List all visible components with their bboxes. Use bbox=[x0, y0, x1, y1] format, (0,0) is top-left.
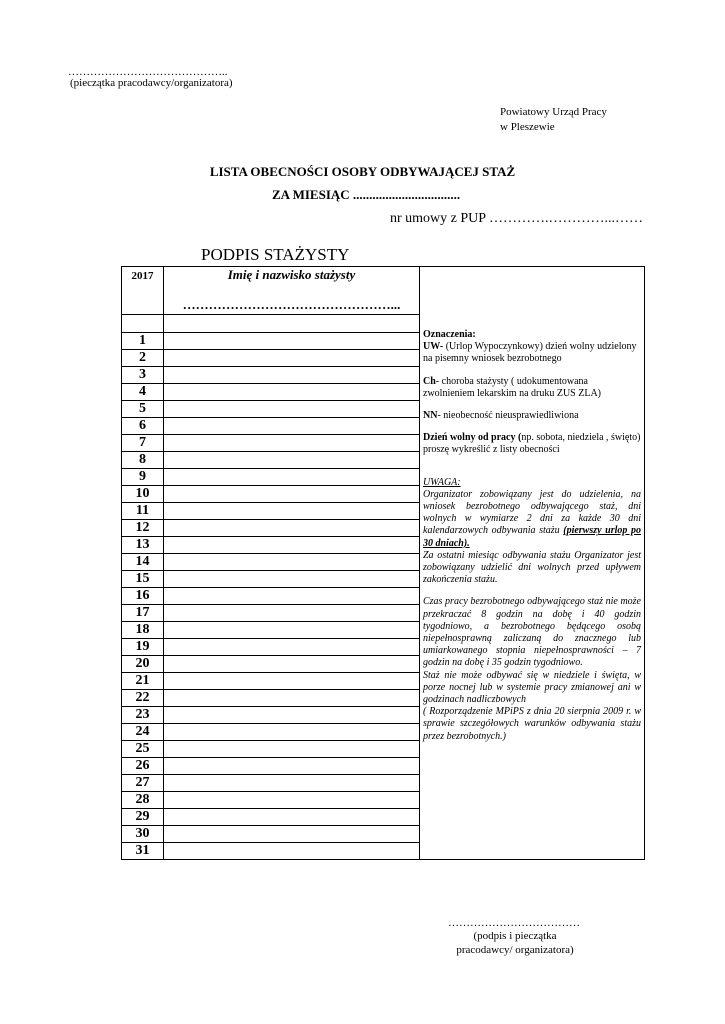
office-line1: Powiatowy Urząd Pracy bbox=[500, 106, 607, 118]
signature-cell[interactable] bbox=[164, 758, 420, 775]
day-number: 1 bbox=[122, 333, 164, 350]
day-number: 2 bbox=[122, 350, 164, 367]
signature-cell[interactable] bbox=[164, 486, 420, 503]
signature-cell[interactable] bbox=[164, 588, 420, 605]
note-leave: Organizator zobowiązany jest do udzielenia, na wniosek bezrobotnego odbywającego staż, dni wolnych w wymiarze 2 dni za każde 30 dni kalendarzowych odbywania stażu (pierwszy urlop po 30 dniach). bbox=[423, 488, 641, 549]
signature-label-line1: (podpis i pieczątka bbox=[473, 930, 557, 942]
signature-cell[interactable] bbox=[164, 503, 420, 520]
day-number: 24 bbox=[122, 724, 164, 741]
signature-cell[interactable] bbox=[164, 656, 420, 673]
day-number: 12 bbox=[122, 520, 164, 537]
day-number: 28 bbox=[122, 792, 164, 809]
day-number: 18 bbox=[122, 622, 164, 639]
signature-cell[interactable] bbox=[164, 826, 420, 843]
signature-label-line2: pracodawcy/ organizatora) bbox=[456, 944, 574, 956]
trainee-name-cell[interactable] bbox=[164, 267, 420, 315]
year-cell: 2017 bbox=[122, 267, 164, 315]
trainee-name-header: Imię i nazwisko stażysty bbox=[227, 267, 356, 282]
office-address bbox=[500, 105, 607, 135]
day-number: 17 bbox=[122, 605, 164, 622]
note-regulation: ( Rozporządzenie MPiPS z dnia 20 sierpnia 2009 r. w sprawie szczegółowych warunków odbywania stażu przez bezrobotnych.) bbox=[423, 706, 641, 742]
signature-cell[interactable] bbox=[164, 809, 420, 826]
signature-cell[interactable] bbox=[164, 639, 420, 656]
month-line: ZA MIESIĄC ................................. bbox=[272, 187, 461, 202]
signature-cell[interactable] bbox=[164, 401, 420, 418]
signature-cell[interactable] bbox=[164, 605, 420, 622]
day-number: 5 bbox=[122, 401, 164, 418]
day-number: 4 bbox=[122, 384, 164, 401]
signature-cell[interactable] bbox=[164, 537, 420, 554]
day-number: 9 bbox=[122, 469, 164, 486]
note-sunday: Staż nie może odbywać się w niedziele i święta, w porze nocnej lub w systemie pracy zmianowej ani w godzinach nadliczbowych bbox=[423, 669, 641, 706]
signature-dots: ……………………………… bbox=[448, 917, 580, 929]
signature-column-header: PODPIS STAŻYSTY bbox=[201, 245, 350, 264]
note-last-month: Za ostatni miesiąc odbywania stażu Organizator jest zobowiązany udzielić dni wolnych przed upływem zakończenia stażu. bbox=[423, 549, 641, 586]
signature-cell[interactable] bbox=[164, 741, 420, 758]
signature-cell[interactable] bbox=[164, 520, 420, 537]
note-uwaga-heading: UWAGA: bbox=[423, 476, 461, 488]
day-number: 22 bbox=[122, 690, 164, 707]
signature-label bbox=[440, 929, 590, 957]
day-number: 27 bbox=[122, 775, 164, 792]
attendance-table bbox=[121, 266, 645, 860]
day-number: 29 bbox=[122, 809, 164, 826]
day-number: 10 bbox=[122, 486, 164, 503]
note-hours: Czas pracy bezrobotnego odbywającego staż nie może przekraczać 8 godzin na dobę i 40 godzin tygodniowo, a bezrobotnego będącego osobą niepełnosprawną zaliczaną do znacznego lub umiarkowanego stopnia niepełnosprawności – 7 godzin na dobę i 35 godzin tygodniowo. bbox=[423, 596, 641, 669]
signature-cell[interactable] bbox=[164, 469, 420, 486]
signature-cell[interactable] bbox=[164, 843, 420, 860]
signature-cell[interactable] bbox=[164, 775, 420, 792]
day-number: 11 bbox=[122, 503, 164, 520]
signature-cell[interactable] bbox=[164, 554, 420, 571]
legend-free-day: Dzień wolny od pracy (np. sobota, niedziela , święto) proszę wykreślić z listy obecności bbox=[423, 432, 641, 456]
signature-cell[interactable] bbox=[164, 350, 420, 367]
day-number: 13 bbox=[122, 537, 164, 554]
day-number: 8 bbox=[122, 452, 164, 469]
signature-cell[interactable] bbox=[164, 452, 420, 469]
signature-cell[interactable] bbox=[164, 435, 420, 452]
day-number: 30 bbox=[122, 826, 164, 843]
signature-cell[interactable] bbox=[164, 367, 420, 384]
signature-cell[interactable] bbox=[164, 690, 420, 707]
stamp-dots: …………………………………….. bbox=[68, 66, 228, 78]
day-number: 26 bbox=[122, 758, 164, 775]
legend-heading: Oznaczenia: bbox=[423, 329, 476, 340]
day-number: 6 bbox=[122, 418, 164, 435]
signature-cell[interactable] bbox=[164, 418, 420, 435]
day-number: 25 bbox=[122, 741, 164, 758]
signature-cell[interactable] bbox=[164, 384, 420, 401]
legend-ch: Ch- choroba stażysty ( udokumentowana zwolnieniem lekarskim na druku ZUS ZLA) bbox=[423, 375, 602, 399]
day-number: 31 bbox=[122, 843, 164, 860]
legend-nn: NN- nieobecność nieusprawiedliwiona bbox=[423, 410, 579, 422]
day-number: 14 bbox=[122, 554, 164, 571]
day-number: 21 bbox=[122, 673, 164, 690]
day-number: 20 bbox=[122, 656, 164, 673]
day-number: 7 bbox=[122, 435, 164, 452]
signature-cell[interactable] bbox=[164, 622, 420, 639]
legend-notes bbox=[420, 267, 645, 860]
signature-cell[interactable] bbox=[164, 707, 420, 724]
stamp-label: (pieczątka pracodawcy/organizatora) bbox=[70, 77, 233, 89]
signature-cell[interactable] bbox=[164, 724, 420, 741]
office-line2: w Pleszewie bbox=[500, 121, 555, 133]
trainee-name-dots: …………………………………………... bbox=[182, 297, 401, 312]
signature-cell[interactable] bbox=[164, 333, 420, 350]
day-number: 3 bbox=[122, 367, 164, 384]
day-number: 16 bbox=[122, 588, 164, 605]
page-title: LISTA OBECNOŚCI OSOBY ODBYWAJĄCEJ STAŻ bbox=[209, 164, 516, 179]
signature-cell[interactable] bbox=[164, 673, 420, 690]
legend-uw: UW- (Urlop Wypoczynkowy) dzień wolny udzielony na pisemny wniosek bezrobotnego bbox=[423, 341, 637, 365]
signature-cell[interactable] bbox=[164, 792, 420, 809]
table-header-row bbox=[122, 267, 645, 315]
day-number: 19 bbox=[122, 639, 164, 656]
day-number: 15 bbox=[122, 571, 164, 588]
day-number: 23 bbox=[122, 707, 164, 724]
signature-cell[interactable] bbox=[164, 571, 420, 588]
contract-number-line: nr umowy z PUP ………….…………...…… bbox=[390, 211, 644, 226]
